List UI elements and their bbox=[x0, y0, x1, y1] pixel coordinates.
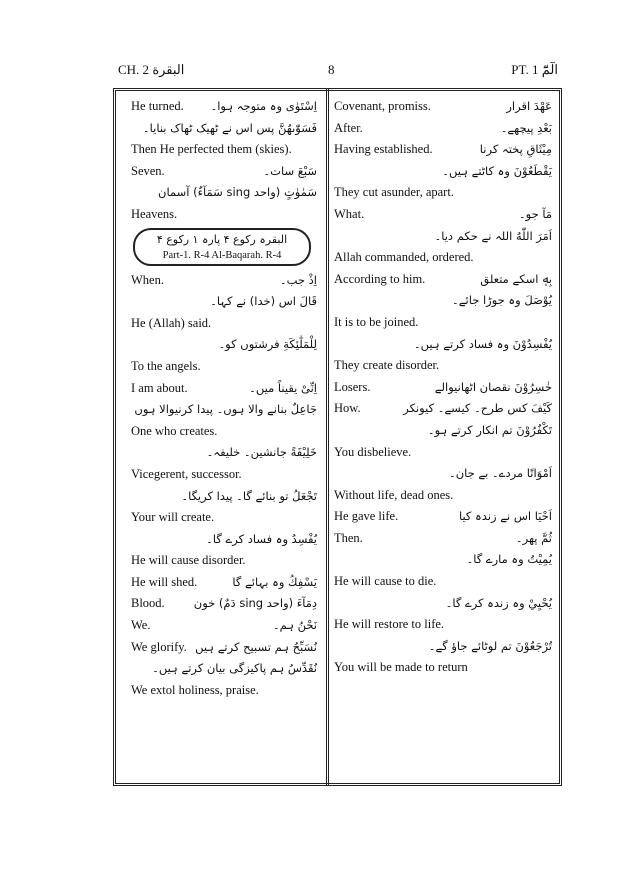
vocab-row bbox=[334, 226, 552, 248]
vocab-row bbox=[131, 356, 317, 378]
vocab-row bbox=[131, 291, 317, 313]
arabic-urdu-term: تَكْفُرُوْنَ تم انکار کرتے ہو۔ bbox=[427, 422, 552, 437]
vocab-row bbox=[334, 161, 552, 183]
english-meaning: It is to be joined. bbox=[334, 314, 419, 329]
english-meaning: Without life, dead ones. bbox=[334, 487, 454, 502]
vocab-row bbox=[131, 204, 317, 226]
english-meaning: He turned. bbox=[131, 99, 184, 113]
vocab-row bbox=[334, 420, 552, 442]
vocab-row bbox=[131, 680, 317, 702]
arabic-urdu-term: نُقَدِّسُ ہم پاکیزگی بیان کرتے ہیں۔ bbox=[152, 661, 317, 676]
arabic-urdu-term: عَهْدَ اقرار bbox=[506, 99, 552, 113]
vocab-row bbox=[334, 96, 552, 118]
vocab-row bbox=[334, 636, 552, 658]
english-meaning: What. bbox=[334, 206, 365, 221]
english-meaning: We glorify. bbox=[131, 639, 187, 654]
vocab-row bbox=[131, 637, 317, 659]
arabic-urdu-term: اَمَرَ اللّٰهُ اللہ نے حکم دیا۔ bbox=[434, 228, 552, 243]
vocab-row bbox=[131, 507, 317, 529]
english-meaning: You disbelieve. bbox=[334, 444, 412, 459]
arabic-urdu-term: اِسْتَوٰی وہ متوجہ ہوا۔ bbox=[210, 99, 317, 113]
vocab-row bbox=[334, 377, 552, 399]
arabic-urdu-term: سَبْعَ سات۔ bbox=[263, 163, 317, 178]
vocab-row bbox=[131, 313, 317, 335]
vocab-row bbox=[131, 615, 317, 637]
vocab-row bbox=[131, 572, 317, 594]
english-meaning: Having established. bbox=[334, 142, 433, 157]
arabic-urdu-term: كَيْفَ کس طرح۔ کیسے۔ کیونکر bbox=[403, 401, 552, 416]
vocab-row bbox=[131, 182, 317, 204]
english-meaning: After. bbox=[334, 120, 363, 135]
ruku-badge-english: Part-1. R-4 Al-Baqarah. R-4 bbox=[162, 249, 282, 261]
arabic-urdu-term: اَمْوَاتًا مردے۔ بے جان۔ bbox=[448, 466, 552, 481]
vocab-row bbox=[334, 269, 552, 291]
vocab-row bbox=[334, 355, 552, 377]
vocab-row bbox=[334, 312, 552, 334]
vocab-row bbox=[131, 529, 317, 551]
english-meaning: He will cause disorder. bbox=[131, 553, 246, 568]
vocab-row bbox=[131, 442, 317, 464]
vocab-row bbox=[334, 290, 552, 312]
english-meaning: Seven. bbox=[131, 163, 165, 178]
english-meaning: Heavens. bbox=[131, 206, 178, 221]
vocab-row bbox=[131, 334, 317, 356]
arabic-urdu-term: بَعْدِ پیچھے۔ bbox=[500, 120, 552, 135]
arabic-urdu-term: فَسَوّٰىهُنَّ پس اس نے ٹھیک ٹھاک بنایا۔ bbox=[142, 120, 317, 135]
arabic-urdu-term: ثُمَّ پھر۔ bbox=[515, 530, 552, 545]
right-column bbox=[334, 96, 552, 679]
arabic-urdu-term: لِلْمَلٰٓئِكَةِ فرشتوں کو۔ bbox=[218, 337, 317, 352]
vocab-row bbox=[334, 485, 552, 507]
vocab-row bbox=[334, 204, 552, 226]
arabic-urdu-term: مَآ جو۔ bbox=[518, 206, 552, 221]
vocab-row bbox=[131, 118, 317, 140]
vocab-row bbox=[131, 658, 317, 680]
english-meaning: Your will create. bbox=[131, 510, 215, 525]
arabic-urdu-term: يُوْصَلَ وہ جوڑا جائے۔ bbox=[452, 293, 552, 308]
vocab-row bbox=[334, 118, 552, 140]
vocab-row bbox=[131, 464, 317, 486]
english-meaning: He gave life. bbox=[334, 509, 399, 524]
page-header bbox=[118, 62, 558, 82]
arabic-urdu-term: نَحْنُ ہم۔ bbox=[272, 618, 317, 633]
english-meaning: One who creates. bbox=[131, 423, 218, 438]
chapter-label: CH. 2 البقرة bbox=[118, 62, 185, 77]
english-meaning: Blood. bbox=[131, 596, 165, 611]
arabic-urdu-term: تُرْجَعُوْنَ تم لوٹائے جاؤ گے۔ bbox=[428, 638, 552, 653]
vocab-row bbox=[131, 96, 317, 118]
english-meaning: Then He perfected them (skies). bbox=[131, 142, 292, 157]
english-meaning: You will be made to return bbox=[334, 660, 468, 675]
arabic-urdu-term: خٰسِرُوْنَ نقصان اٹھانیوالے bbox=[434, 379, 552, 394]
vocab-row bbox=[131, 399, 317, 421]
english-meaning: How. bbox=[334, 401, 361, 416]
arabic-urdu-term: يُحْيِيْ وہ زندہ کرے گا۔ bbox=[445, 595, 552, 610]
vocab-row bbox=[334, 247, 552, 269]
english-meaning: They cut asunder, apart. bbox=[334, 185, 454, 200]
english-meaning: When. bbox=[131, 272, 164, 287]
english-meaning: Allah commanded, ordered. bbox=[334, 250, 474, 265]
english-meaning: Covenant, promiss. bbox=[334, 99, 431, 113]
arabic-urdu-term: خَلِيْفَةً جانشین۔ خلیفہ۔ bbox=[206, 445, 317, 460]
arabic-urdu-term: قَالَ اس (خدا) نے کہا۔ bbox=[210, 294, 317, 309]
arabic-urdu-term: يُفْسِدُ وہ فساد کرے گا۔ bbox=[206, 531, 317, 546]
vocab-row bbox=[334, 593, 552, 615]
arabic-urdu-term: اَحْيَا اس نے زندہ کیا bbox=[458, 509, 552, 524]
english-meaning: They create disorder. bbox=[334, 358, 440, 373]
part-label: PT. 1 الٓمّٓ bbox=[511, 62, 558, 77]
english-meaning: Vicegerent, successor. bbox=[131, 466, 242, 481]
vocab-row bbox=[131, 486, 317, 508]
english-meaning: He (Allah) said. bbox=[131, 315, 212, 330]
vocab-row bbox=[334, 398, 552, 420]
english-meaning: He will cause to die. bbox=[334, 574, 437, 589]
vocab-row bbox=[334, 571, 552, 593]
arabic-urdu-term: يُفْسِدُوْنَ وہ فساد کرتے ہیں۔ bbox=[413, 336, 552, 351]
english-meaning: We extol holiness, praise. bbox=[131, 682, 259, 697]
arabic-urdu-term: مِيْثَاقِ پختہ کرنا bbox=[479, 142, 552, 157]
arabic-urdu-term: يَسْفِكُ وہ بہائے گا bbox=[232, 574, 317, 589]
vocab-row bbox=[131, 550, 317, 572]
page-number: 8 bbox=[328, 62, 335, 77]
arabic-urdu-term: جَاعِلٌ بنانے والا ہوں۔ پیدا کرنیوالا ہوں bbox=[134, 402, 317, 417]
arabic-urdu-term: يُمِيْتُ وہ مارے گا۔ bbox=[466, 552, 552, 567]
vocab-row bbox=[131, 270, 317, 292]
arabic-urdu-term: يَقْطَعُوْنَ وہ کاٹتے ہیں۔ bbox=[442, 163, 552, 178]
vocab-row bbox=[334, 334, 552, 356]
english-meaning: Then. bbox=[334, 530, 363, 545]
english-meaning: Losers. bbox=[334, 379, 371, 394]
arabic-urdu-term: نُسَبِّحُ ہم تسبیح کرتے ہیں bbox=[195, 639, 317, 654]
vocab-row bbox=[334, 614, 552, 636]
vocab-row bbox=[131, 378, 317, 400]
english-meaning: He will shed. bbox=[131, 574, 198, 589]
arabic-urdu-term: دِمَآءَ (واحد sing دَمٌ) خون bbox=[193, 596, 317, 611]
arabic-urdu-term: سَمٰوٰتٍ (واحد sing سَمَآءٌ) آسمان bbox=[158, 185, 317, 200]
vocab-row bbox=[334, 549, 552, 571]
vocab-row bbox=[334, 657, 552, 679]
english-meaning: According to him. bbox=[334, 271, 426, 286]
english-meaning: To the angels. bbox=[131, 358, 201, 373]
vocab-row bbox=[334, 442, 552, 464]
arabic-urdu-term: اِنِّیْ یقیناً میں۔ bbox=[249, 380, 317, 395]
vocab-row bbox=[334, 506, 552, 528]
column-divider bbox=[326, 88, 329, 786]
vocab-row bbox=[131, 139, 317, 161]
vocab-row bbox=[334, 182, 552, 204]
arabic-urdu-term: اِذْ جب۔ bbox=[279, 272, 317, 287]
ruku-badge bbox=[133, 228, 311, 266]
english-meaning: We. bbox=[131, 618, 151, 633]
left-column bbox=[131, 96, 317, 701]
vocab-row bbox=[131, 161, 317, 183]
ruku-badge-urdu: البقرہ رکوع ۴ پارہ ۱ رکوع ۴ bbox=[156, 232, 288, 246]
vocab-row bbox=[334, 463, 552, 485]
english-meaning: I am about. bbox=[131, 380, 188, 395]
arabic-urdu-term: بِهٖ اسکے متعلق bbox=[480, 271, 552, 286]
vocab-row bbox=[334, 528, 552, 550]
vocab-row bbox=[131, 421, 317, 443]
vocab-row bbox=[334, 139, 552, 161]
vocab-row bbox=[131, 593, 317, 615]
english-meaning: He will restore to life. bbox=[334, 617, 445, 632]
arabic-urdu-term: تَجْعَلُ تو بنائے گا۔ پیدا کریگا۔ bbox=[181, 488, 317, 503]
